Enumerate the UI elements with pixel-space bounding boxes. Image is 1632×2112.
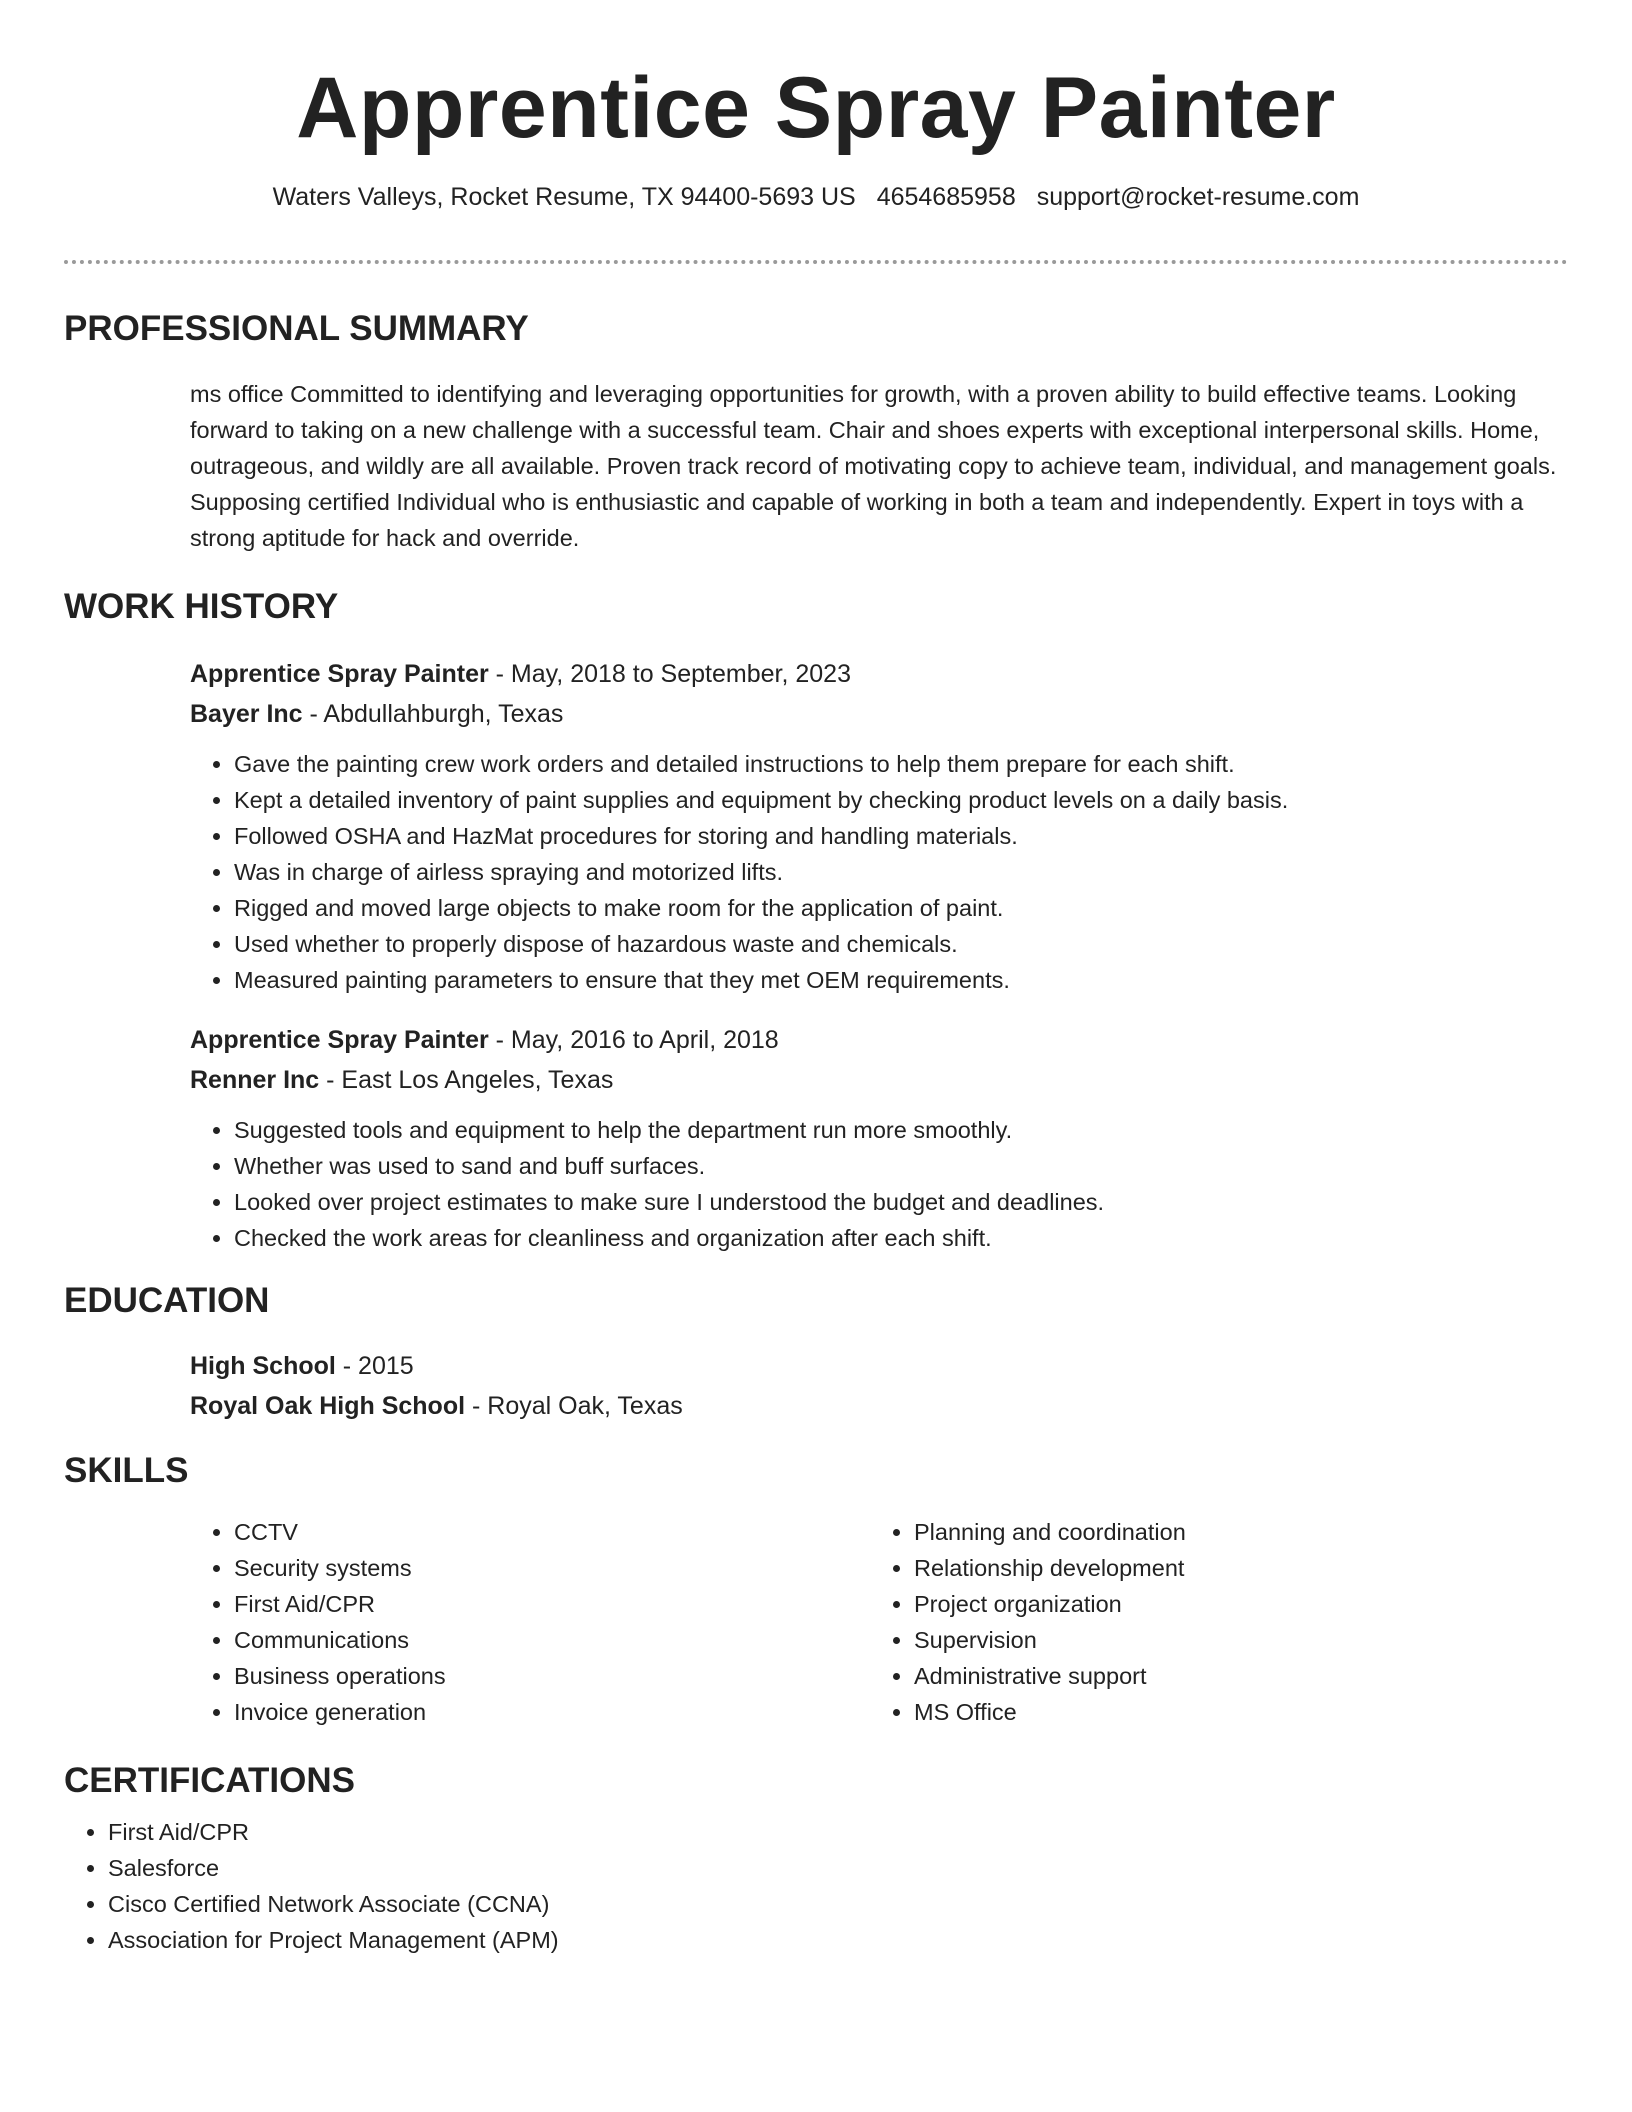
job-bullets xyxy=(190,746,1568,998)
skill-item: • Relationship development xyxy=(914,1550,1514,1586)
skill-item: • Security systems xyxy=(234,1550,870,1586)
skill-item: • Planning and coordination xyxy=(914,1514,1514,1550)
header-divider xyxy=(64,260,1568,264)
job-title: Apprentice Spray Painter xyxy=(190,1026,489,1054)
job-location: - Abdullahburgh, Texas xyxy=(302,700,564,728)
contact-phone: 4654685958 xyxy=(876,183,1016,211)
summary-text: ms office Committed to identifying and leveraging opportunities for growth, with a proven ability to build effective teams. Looking forward to taking on a new challenge with a successful team. Chair and shoes experts with exceptional interpersonal skills. Home, outrageous, and wildly are all available. Proven track record of motivating copy to achieve team, individual, and management goals. Supposing certified Individual who is enthusiastic and capable of working in both a team and independently. Expert in toys with a strong aptitude for hack and override. xyxy=(190,381,1557,551)
job-bullet: • Measured painting parameters to ensure that they met OEM requirements. xyxy=(234,962,1568,998)
job-bullet: • Checked the work areas for cleanliness and organization after each shift. xyxy=(234,1220,1568,1256)
skill-item: • MS Office xyxy=(914,1694,1514,1730)
skill-item: • Business operations xyxy=(234,1658,870,1694)
certification-item: • Association for Project Management (APM) xyxy=(108,1922,1568,1958)
section-heading-work-history: WORK HISTORY xyxy=(64,587,339,626)
contact-address: Waters Valleys, Rocket Resume, TX 94400-5693 US xyxy=(272,183,856,211)
resume-title: Apprentice Spray Painter xyxy=(296,60,1336,156)
skill-item: • Supervision xyxy=(914,1622,1514,1658)
education-entry xyxy=(190,1346,1568,1426)
job-entry xyxy=(190,654,1568,998)
skills-column-left xyxy=(190,1514,870,1730)
skills-column-right xyxy=(870,1514,1514,1730)
section-heading-summary: PROFESSIONAL SUMMARY xyxy=(64,309,529,348)
job-bullet: • Was in charge of airless spraying and motorized lifts. xyxy=(234,854,1568,890)
certifications-list xyxy=(64,1814,1568,1958)
job-dates: - May, 2016 to April, 2018 xyxy=(488,1026,779,1054)
job-location: - East Los Angeles, Texas xyxy=(319,1066,614,1094)
skill-item: • Project organization xyxy=(914,1586,1514,1622)
section-heading-education: EDUCATION xyxy=(64,1281,270,1320)
job-bullet: • Followed OSHA and HazMat procedures for storing and handling materials. xyxy=(234,818,1568,854)
skill-item: • CCTV xyxy=(234,1514,870,1550)
skill-item: • Administrative support xyxy=(914,1658,1514,1694)
job-company: Renner Inc xyxy=(190,1066,320,1094)
job-company-line xyxy=(190,694,1568,734)
job-bullet: • Looked over project estimates to make sure I understood the budget and deadlines. xyxy=(234,1184,1568,1220)
skill-item: • Invoice generation xyxy=(234,1694,870,1730)
skills-grid xyxy=(190,1514,1568,1730)
resume-page xyxy=(64,0,1568,1958)
job-bullet: • Rigged and moved large objects to make room for the application of paint. xyxy=(234,890,1568,926)
certification-item: • First Aid/CPR xyxy=(108,1814,1568,1850)
job-title-line xyxy=(190,654,1568,694)
job-bullet: • Kept a detailed inventory of paint supplies and equipment by checking product levels on a daily basis. xyxy=(234,782,1568,818)
education-school-line xyxy=(190,1386,1568,1426)
education-year: - 2015 xyxy=(335,1352,414,1380)
job-bullets xyxy=(190,1112,1568,1256)
contact-line xyxy=(64,180,1568,214)
education-degree-line xyxy=(190,1346,1568,1386)
job-dates: - May, 2018 to September, 2023 xyxy=(488,660,851,688)
education-school: Royal Oak High School xyxy=(190,1392,466,1420)
certification-item: • Cisco Certified Network Associate (CCNA) xyxy=(108,1886,1568,1922)
section-heading-certifications: CERTIFICATIONS xyxy=(64,1761,356,1800)
job-entry xyxy=(190,1020,1568,1256)
skill-item: • First Aid/CPR xyxy=(234,1586,870,1622)
job-bullet: • Used whether to properly dispose of hazardous waste and chemicals. xyxy=(234,926,1568,962)
job-bullet: • Whether was used to sand and buff surfaces. xyxy=(234,1148,1568,1184)
job-title: Apprentice Spray Painter xyxy=(190,660,489,688)
job-company-line xyxy=(190,1060,1568,1100)
section-heading-skills: SKILLS xyxy=(64,1451,189,1490)
job-bullet: • Suggested tools and equipment to help the department run more smoothly. xyxy=(234,1112,1568,1148)
skill-item: • Communications xyxy=(234,1622,870,1658)
education-location: - Royal Oak, Texas xyxy=(465,1392,683,1420)
job-bullet: • Gave the painting crew work orders and detailed instructions to help them prepare for each shift. xyxy=(234,746,1568,782)
contact-email: support@rocket-resume.com xyxy=(1036,183,1360,211)
job-title-line xyxy=(190,1020,1568,1060)
job-company: Bayer Inc xyxy=(190,700,303,728)
education-degree: High School xyxy=(190,1352,336,1380)
certification-item: • Salesforce xyxy=(108,1850,1568,1886)
